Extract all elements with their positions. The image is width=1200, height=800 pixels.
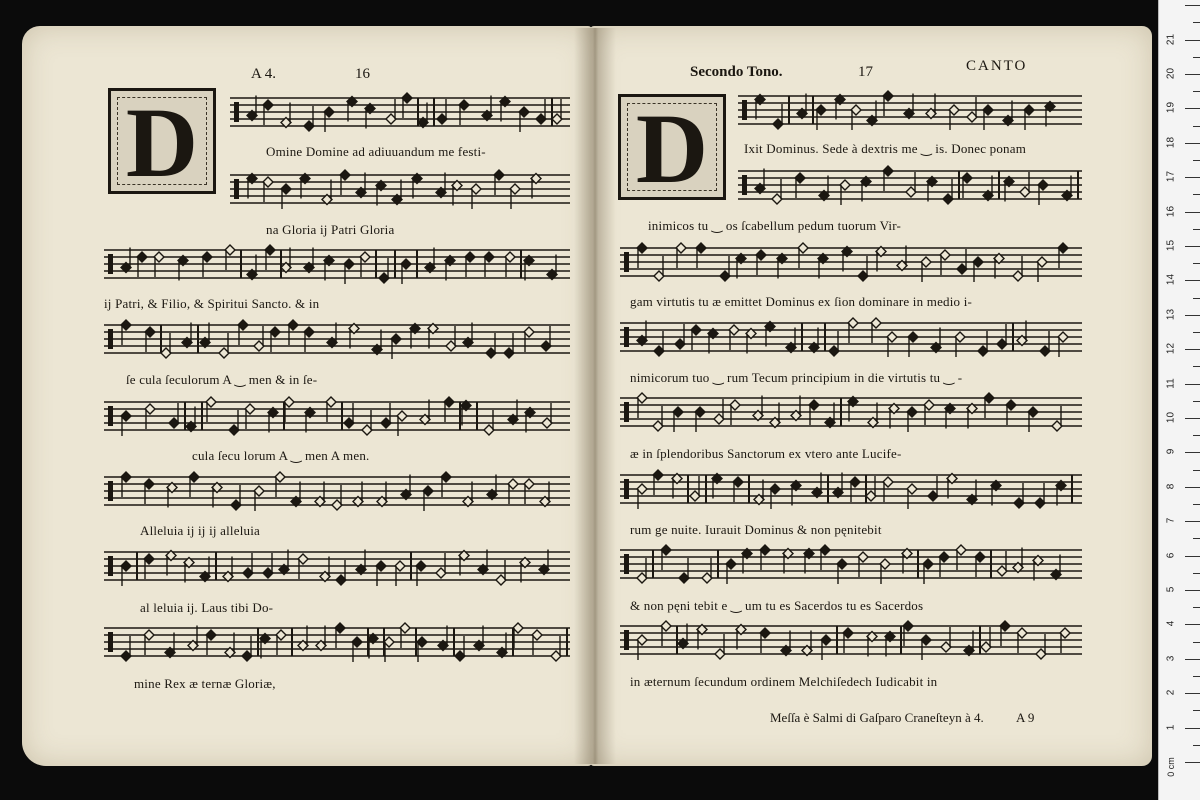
- note: [531, 174, 541, 199]
- music-staff-4: [104, 315, 570, 367]
- note: [547, 255, 557, 280]
- clef-mark: [624, 554, 629, 574]
- note: [377, 482, 387, 507]
- clef-mark: [108, 254, 113, 274]
- note: [425, 248, 435, 273]
- decorated-initial-left: [108, 87, 216, 198]
- music-staff-8: [620, 616, 1082, 668]
- note: [848, 397, 858, 422]
- ruler-tick: [1193, 194, 1200, 195]
- note: [281, 248, 291, 273]
- note: [365, 104, 375, 129]
- clef-mark: [108, 481, 113, 501]
- note: [708, 329, 718, 354]
- note: [305, 408, 315, 433]
- music-staff-3: [620, 238, 1082, 290]
- note: [347, 97, 357, 122]
- ruler-tick: [1193, 126, 1200, 127]
- ruler-tick: [1185, 556, 1200, 557]
- note: [802, 631, 812, 656]
- ruler-tick: [1193, 538, 1200, 539]
- clef-mark: [624, 402, 629, 422]
- ruler-tick: [1185, 246, 1200, 247]
- ruler-tick: [1193, 57, 1200, 58]
- ruler-number: 21: [1165, 33, 1177, 45]
- note: [927, 177, 937, 202]
- ruler-tick: [1193, 298, 1200, 299]
- note: [835, 95, 845, 120]
- music-staff-1: [738, 86, 1082, 138]
- note: [672, 474, 682, 499]
- note: [770, 403, 780, 428]
- note: [186, 407, 196, 432]
- note: [861, 177, 871, 202]
- measuring-ruler: [1158, 0, 1200, 800]
- ruler-number: 3: [1165, 655, 1177, 662]
- note: [438, 626, 448, 651]
- ruler-tick: [1185, 5, 1200, 6]
- note: [376, 181, 386, 206]
- note: [754, 480, 764, 505]
- note: [356, 550, 366, 575]
- running-head: A 4.: [251, 66, 277, 82]
- ruler-tick: [1193, 435, 1200, 436]
- ruler-tick: [1193, 470, 1200, 471]
- note: [247, 255, 257, 280]
- note: [885, 632, 895, 657]
- note: [520, 558, 530, 583]
- note: [412, 174, 422, 199]
- lyric-line-5: cula ſecu lorum A ‿ men A men.: [192, 448, 370, 463]
- ruler-number: 7: [1165, 517, 1177, 524]
- note: [445, 256, 455, 281]
- note: [967, 404, 977, 429]
- note: [868, 403, 878, 428]
- ruler-number: 11: [1165, 377, 1177, 389]
- open-book: [22, 22, 1157, 770]
- lyric-line-5: æ in ſplendoribus Sanctorum ex vtero ante Lucife-: [630, 446, 902, 461]
- note: [279, 550, 289, 575]
- clef-mark: [624, 479, 629, 499]
- lyric-line-1: Ixit Dominus. Sede à dextris me ‿ is. Donec ponam: [744, 141, 1027, 156]
- note: [428, 324, 438, 349]
- lyric-line-8: in æternum ſecundum ordinem Melchiſedech Iudicabit in: [630, 674, 938, 689]
- note: [539, 550, 549, 575]
- lyric-line-6: Alleluia ij ij ij alleluia: [140, 523, 261, 538]
- note: [991, 481, 1001, 506]
- note: [525, 408, 535, 433]
- note: [461, 401, 471, 426]
- ruler-tick: [1185, 521, 1200, 522]
- clef-mark: [742, 175, 747, 195]
- ruler-tick: [1185, 349, 1200, 350]
- note: [902, 549, 912, 574]
- note: [967, 480, 977, 505]
- ruler-tick: [1185, 40, 1200, 41]
- note: [304, 248, 314, 273]
- note: [825, 403, 835, 428]
- music-staff-5: [620, 388, 1082, 440]
- music-staff-3: [104, 240, 570, 292]
- clef-mark: [108, 406, 113, 426]
- lyric-line-2: na Gloria ij Patri Gloria: [266, 222, 395, 237]
- note: [786, 328, 796, 353]
- ruler-number: 5: [1165, 586, 1177, 593]
- clef-mark: [742, 100, 747, 120]
- clef-mark: [624, 630, 629, 650]
- ruler-tick: [1185, 177, 1200, 178]
- note: [500, 97, 510, 122]
- note: [781, 631, 791, 656]
- ruler-number: 4: [1165, 621, 1177, 627]
- note: [463, 482, 473, 507]
- clef-mark: [234, 179, 239, 199]
- note: [356, 173, 366, 198]
- clef-mark: [108, 556, 113, 576]
- ruler-tick: [1193, 332, 1200, 333]
- note: [777, 254, 787, 279]
- ruler-tick: [1185, 762, 1200, 763]
- ruler-number: 18: [1165, 136, 1177, 148]
- note: [418, 103, 428, 128]
- ruler-number: 2: [1165, 689, 1177, 696]
- ruler-tick: [1193, 229, 1200, 230]
- note: [904, 94, 914, 119]
- note: [994, 254, 1004, 279]
- clef-mark: [234, 102, 239, 122]
- note: [182, 323, 192, 348]
- lyric-line-2: inimicos tu ‿ os ſcabellum pedum tuorum Vir-: [648, 218, 902, 233]
- ruler-number: 19: [1165, 102, 1177, 114]
- mode-title: Secondo Tono.: [690, 64, 783, 80]
- ruler-tick: [1185, 659, 1200, 660]
- lyric-line-1: Omine Domine ad adiuuandum me festi-: [266, 144, 486, 159]
- note: [812, 473, 822, 498]
- clef-mark: [108, 632, 113, 652]
- ruler-number: 13: [1165, 308, 1177, 320]
- ruler-number: 15: [1165, 239, 1177, 252]
- clef-mark: [624, 327, 629, 347]
- note: [392, 180, 402, 205]
- initial-letter: D: [635, 93, 709, 204]
- ruler-tick: [1193, 91, 1200, 92]
- music-staff-7: [620, 540, 1082, 592]
- note: [765, 322, 775, 347]
- note: [1062, 176, 1072, 201]
- note: [247, 174, 257, 199]
- note: [487, 475, 497, 500]
- ruler-tick: [1185, 693, 1200, 694]
- music-staff-5: [104, 392, 570, 444]
- note: [842, 247, 852, 272]
- note: [315, 482, 325, 507]
- note: [167, 483, 177, 508]
- music-staff-4: [620, 313, 1082, 365]
- note: [804, 549, 814, 574]
- ruler-tick: [1193, 710, 1200, 711]
- note: [223, 557, 233, 582]
- ruler-tick: [1185, 384, 1200, 385]
- ruler-tick: [1185, 487, 1200, 488]
- note: [1003, 101, 1013, 126]
- note: [166, 551, 176, 576]
- note: [212, 483, 222, 508]
- note: [926, 94, 936, 119]
- ruler-tick: [1193, 160, 1200, 161]
- ruler-tick: [1185, 728, 1200, 729]
- note: [200, 323, 210, 348]
- note: [791, 481, 801, 506]
- note: [736, 625, 746, 650]
- ruler-unit-label: 0 cm: [1165, 757, 1176, 777]
- lyric-line-8: mine Rex æ ternæ Gloriæ,: [134, 676, 276, 691]
- ruler-tick: [1185, 315, 1200, 316]
- note: [753, 396, 763, 421]
- note: [1056, 481, 1066, 506]
- ruler-tick: [1193, 642, 1200, 643]
- note: [497, 633, 507, 658]
- ruler-number: 12: [1165, 343, 1177, 355]
- note: [281, 103, 291, 128]
- note: [755, 95, 765, 120]
- ruler-number: 9: [1165, 449, 1177, 455]
- note: [783, 549, 793, 574]
- signature-mark: A 9: [1016, 710, 1035, 725]
- ruler-number: 16: [1165, 205, 1177, 217]
- ruler-tick: [1193, 745, 1200, 746]
- note: [372, 330, 382, 355]
- note: [260, 634, 270, 659]
- music-staff-2: [738, 161, 1082, 213]
- ruler-number: 1: [1165, 724, 1177, 730]
- note: [200, 557, 210, 582]
- note: [1013, 548, 1023, 573]
- ruler-tick: [1185, 418, 1200, 419]
- note: [478, 550, 488, 575]
- note: [349, 324, 359, 349]
- music-staff-1: [230, 88, 570, 140]
- ruler-tick: [1185, 280, 1200, 281]
- note: [746, 329, 756, 354]
- note: [463, 323, 473, 348]
- book-gutter: [574, 28, 616, 764]
- note: [1017, 321, 1027, 346]
- ruler-tick: [1193, 573, 1200, 574]
- note: [327, 323, 337, 348]
- note: [322, 180, 332, 205]
- ruler-number: 6: [1165, 552, 1177, 558]
- note: [945, 404, 955, 429]
- note: [268, 408, 278, 433]
- note: [897, 246, 907, 271]
- note: [320, 557, 330, 582]
- ruler-tick: [1185, 108, 1200, 109]
- music-staff-6: [104, 467, 570, 519]
- note: [712, 474, 722, 499]
- note: [540, 482, 550, 507]
- clef-mark: [108, 329, 113, 349]
- lyric-line-7: al leluia ij. Laus tibi Do-: [140, 600, 274, 615]
- initial-letter: D: [125, 87, 199, 198]
- note: [401, 475, 411, 500]
- note: [791, 396, 801, 421]
- note: [742, 549, 752, 574]
- note: [1004, 177, 1014, 202]
- left-page: [22, 26, 592, 766]
- note: [1045, 102, 1055, 127]
- note: [876, 247, 886, 272]
- music-staff-6: [620, 465, 1082, 517]
- ruler-tick: [1185, 624, 1200, 625]
- note: [436, 173, 446, 198]
- note: [474, 626, 484, 651]
- note: [889, 404, 899, 429]
- note: [755, 169, 765, 194]
- note: [524, 256, 534, 281]
- ruler-tick: [1193, 504, 1200, 505]
- note: [508, 400, 518, 425]
- note: [368, 634, 378, 659]
- ruler-tick: [1193, 263, 1200, 264]
- note: [819, 176, 829, 201]
- ruler-tick: [1185, 143, 1200, 144]
- note: [964, 631, 974, 656]
- note: [482, 96, 492, 121]
- lyric-line-3: gam virtutis tu æ emittet Dominus ex ſion dominare in medio i-: [630, 294, 973, 309]
- ruler-tick: [1185, 212, 1200, 213]
- lyric-line-7: & non pęni tebit e ‿ um tu es Sacerdos tu es Sacerdos: [630, 598, 924, 613]
- note: [833, 473, 843, 498]
- ruler-tick: [1193, 676, 1200, 677]
- ruler-tick: [1185, 590, 1200, 591]
- ruler-tick: [1193, 22, 1200, 23]
- note: [225, 633, 235, 658]
- music-staff-2: [230, 165, 570, 217]
- note: [410, 324, 420, 349]
- voice-label: CANTO: [966, 58, 1028, 74]
- note: [420, 400, 430, 425]
- note: [1051, 555, 1061, 580]
- note: [797, 94, 807, 119]
- ruler-tick: [1193, 401, 1200, 402]
- note: [300, 174, 310, 199]
- note: [165, 633, 175, 658]
- page-number-right: 17: [858, 64, 873, 80]
- note: [1033, 556, 1043, 581]
- note: [818, 254, 828, 279]
- note: [452, 181, 462, 206]
- note: [188, 626, 198, 651]
- note: [121, 248, 131, 273]
- lyric-line-3: ij Patri, & Filio, & Spiritui Sancto. & in: [104, 296, 320, 311]
- ruler-number: 20: [1165, 67, 1177, 80]
- note: [459, 551, 469, 576]
- note: [178, 256, 188, 281]
- note: [291, 482, 301, 507]
- lyric-line-4: nimicorum tuo ‿ rum Tecum principium in die virtutis tu ‿ -: [630, 370, 963, 385]
- ruler-tick: [1185, 452, 1200, 453]
- lyric-line-6: rum ge nuite. Iurauit Dominus & non pęnitebit: [630, 522, 882, 537]
- note: [247, 96, 257, 121]
- note: [931, 328, 941, 353]
- decorated-initial-right: [618, 93, 726, 204]
- lyric-line-4: ſe cula ſeculorum A ‿ men & in ſe-: [126, 372, 318, 387]
- note: [867, 632, 877, 657]
- music-staff-8: [104, 618, 570, 670]
- music-staff-7: [104, 542, 570, 594]
- right-page: [590, 26, 1152, 766]
- note: [809, 328, 819, 353]
- clef-mark: [624, 252, 629, 272]
- note: [678, 624, 688, 649]
- ruler-tick: [1185, 74, 1200, 75]
- page-number-left: 16: [355, 66, 370, 82]
- note: [637, 321, 647, 346]
- note: [736, 254, 746, 279]
- ruler-tick: [1193, 607, 1200, 608]
- ruler-number: 10: [1165, 411, 1177, 424]
- ruler-number: 14: [1165, 274, 1177, 286]
- footer-title: Meſſa è Salmi di Gaſparo Craneſteyn à 4.: [770, 710, 984, 725]
- note: [324, 256, 334, 281]
- ruler-number: 17: [1165, 171, 1177, 183]
- note: [697, 625, 707, 650]
- note: [983, 176, 993, 201]
- ruler-tick: [1193, 366, 1200, 367]
- note: [184, 558, 194, 583]
- note: [867, 101, 877, 126]
- note: [947, 474, 957, 499]
- ruler-number: 8: [1165, 483, 1177, 490]
- note: [298, 626, 308, 651]
- note: [316, 626, 326, 651]
- note: [353, 482, 363, 507]
